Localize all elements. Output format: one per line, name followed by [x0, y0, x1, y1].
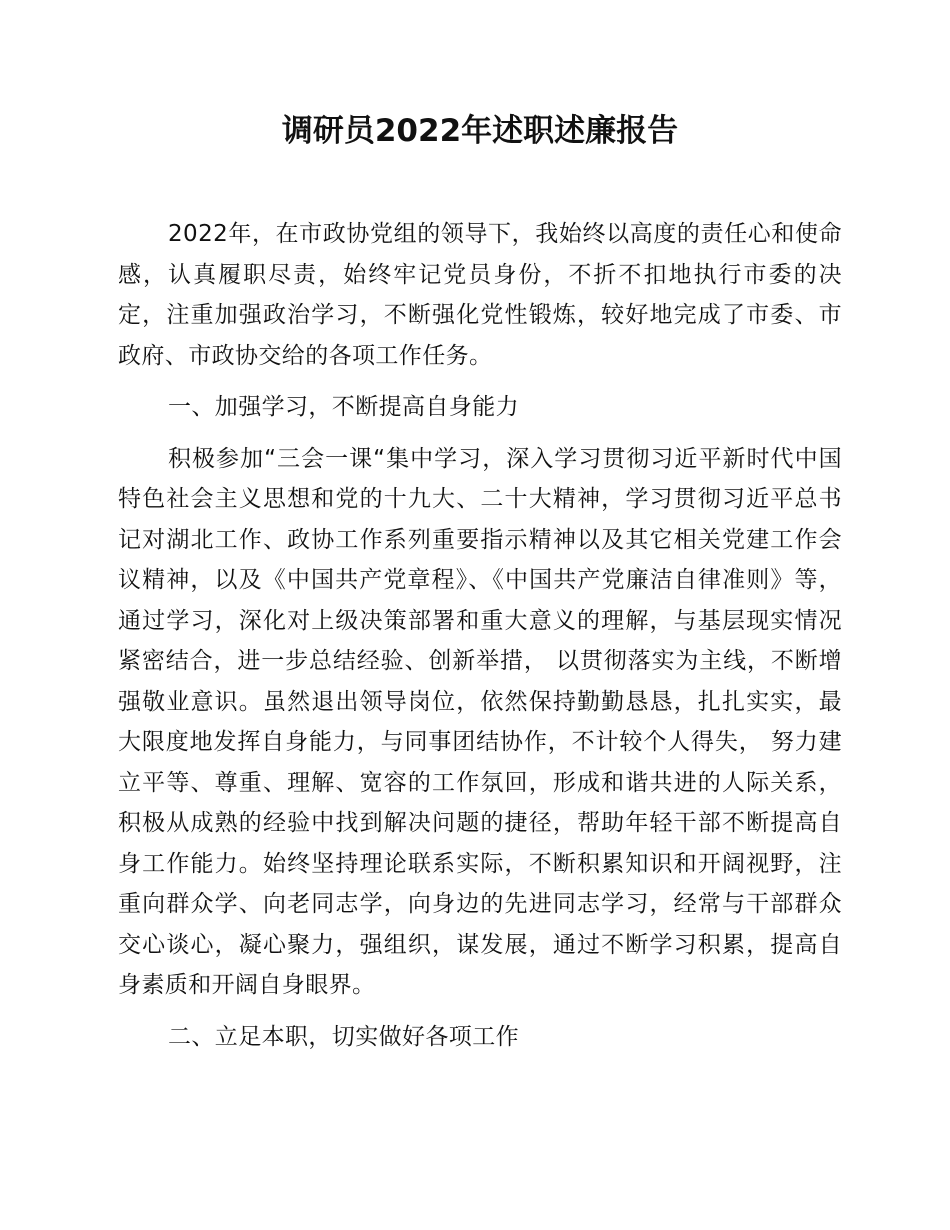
- intro-paragraph: 2022年，在市政协党组的领导下，我始终以高度的责任心和使命感，认真履职尽责，始终牢记党员身份，不折不扣地执行市委的决定，注重加强政治学习，不断强化党性锻炼，较好地完成了市委、市政府、市政协交给的各项工作任务。: [118, 221, 842, 369]
- section-heading-1: 一、加强学习，不断提高自身能力: [168, 394, 519, 420]
- section-heading-2: 二、立足本职，切实做好各项工作: [168, 1023, 519, 1050]
- section-1-paragraph: 积极参加“三会一课“集中学习，深入学习贯彻习近平新时代中国特色社会主义思想和党的十九大、二十大精神，学习贯彻习近平总书记对湖北工作、政协工作系列重要指示精神以及其它相关党建工作会议精神，以及《中国共产党章程》、《中国共产党廉洁自律准则》等，通过学习，深化对上级决策部署和重大意义的理解，与基层现实情况紧密结合，进一步总结经验、创新举措， 以贯彻落实为主线，不断增强敬业意识。虽然退出领导岗位，依然保持勤勤恳恳，扎扎实实，最大限度地发挥自身能力，与同事团结协作，不计较个人得失， 努力建立平等、尊重、理解、宽容的工作氛回，形成和谐共进的人际关系，积极从成熟的经验中找到解决问题的捷径，帮助年轻干部不断提高自身工作能力。始终坚持理论联系实际，不断积累知识和开阔视野，注重向群众学、向老同志学，向身边的先进同志学习，经常与干部群众交心谈心，凝心聚力，强组织，谋发展，通过不断学习积累，提高自身素质和开阔自身眼界。: [118, 445, 842, 998]
- document-title: 调研员2022年述职述廉报告: [281, 113, 679, 149]
- document-body: [118, 214, 842, 1057]
